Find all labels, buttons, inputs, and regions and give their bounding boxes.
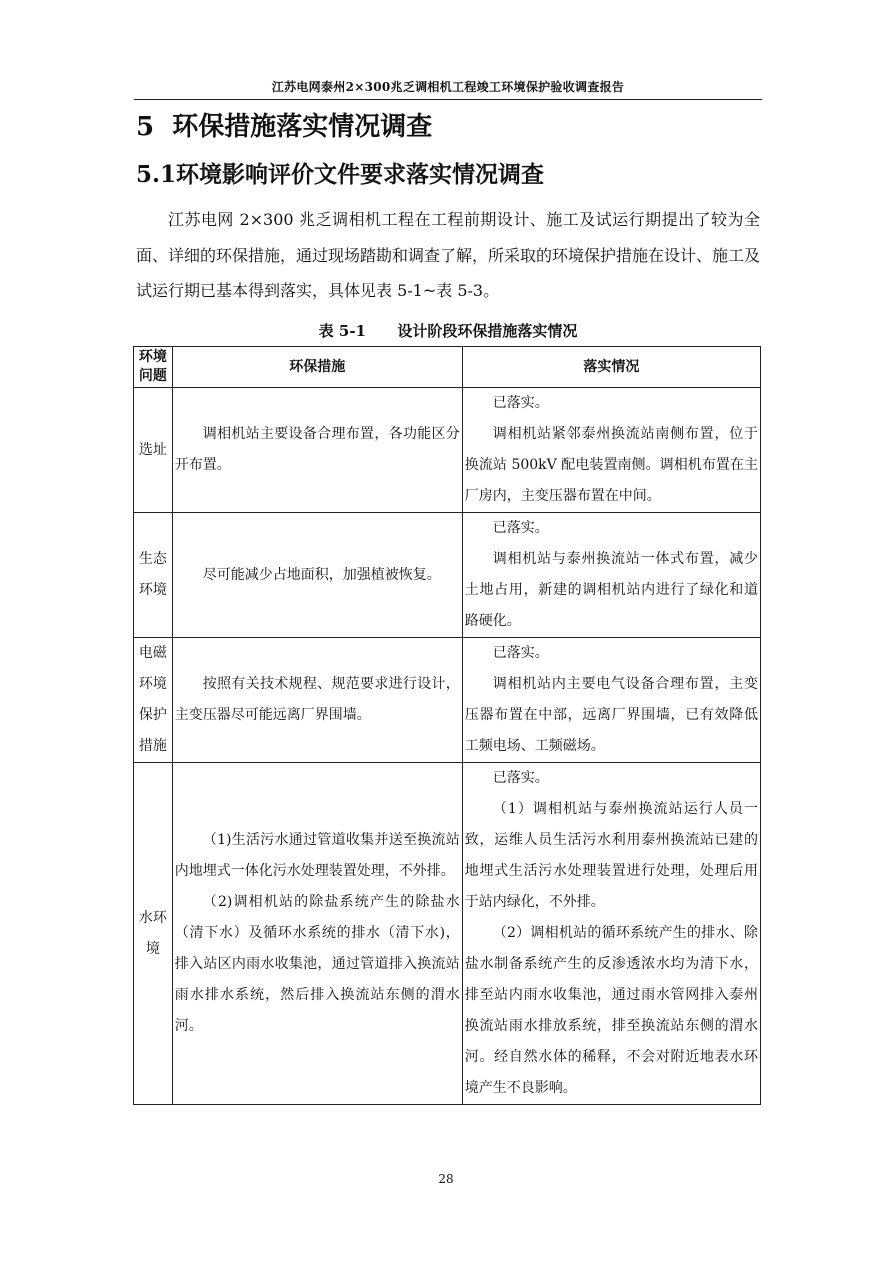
header-issue: 环境问题 [134, 347, 173, 388]
chapter-title: 5 环保措施落实情况调查 [136, 112, 433, 142]
status-text: 调相机站紧邻泰州换流站南侧布置，位于换流站 500kV 配电装置南侧。调相机布置在主厂房内，主变压器布置在中间。 [464, 426, 758, 504]
status-text: 调相机站与泰州换流站一体式布置，减少土地占用，新建的调相机站内进行了绿化和道路硬化。 [464, 551, 758, 629]
measure-text: （2)调相机站的除盐系统产生的除盐水（清下水）及循环水系统的排水（清下水)，排入站区内雨水收集池，通过管道排入换流站雨水排水系统，然后排入换流站东侧的渭水河。 [174, 894, 460, 1034]
status-text: 已落实。 [492, 520, 549, 536]
status-text: （1）调相机站与泰州换流站运行人员一致，运维人员生活污水利用泰州换流站已建的地埋式生活污水处理装置进行处理，处理后用于站内绿化，不外排。 [464, 801, 758, 910]
issue-cell: 生态环境 [134, 513, 173, 638]
status-cell [462, 388, 760, 513]
status-text: 已落实。 [492, 770, 549, 786]
status-cell [462, 763, 760, 1105]
table-header-row [134, 347, 761, 388]
status-cell [462, 638, 760, 763]
header-rule [134, 99, 762, 100]
measure-cell [172, 763, 462, 1105]
status-text: （2）调相机站的循环系统产生的排水、除盐水制备系统产生的反渗透浓水均为清下水，排至站内雨水收集池，通过雨水管网排入泰州换流站雨水排放系统，排至换流站东侧的渭水河。经自然水体的稀释，不会对附近地表水环境产生不良影响。 [464, 925, 758, 1096]
table-row [134, 638, 761, 763]
measure-text: 尽可能减少占地面积，加强植被恢复。 [202, 566, 441, 583]
header-measure: 环保措施 [172, 347, 462, 388]
section-title: 5.1环境影响评价文件要求落实情况调查 [136, 161, 545, 188]
page-number: 28 [438, 1172, 454, 1186]
status-text: 调相机站内主要电气设备合理布置，主变压器布置在中部，远离厂界围墙，已有效降低工频电场、工频磁场。 [464, 676, 758, 754]
status-text: 已落实。 [492, 395, 549, 411]
intro-paragraph: 江苏电网 2×300 兆乏调相机工程在工程前期设计、施工及试运行期提出了较为全面、详细的环保措施，通过现场踏勘和调查了解，所采取的环境保护措施在设计、施工及试运行期已基本得到落实，具体见表 5-1~表 5-3。 [136, 210, 761, 300]
issue-cell: 选址 [134, 388, 173, 513]
measure-cell [172, 513, 462, 638]
status-text: 已落实。 [492, 645, 549, 661]
measure-text: 按照有关技术规程、规范要求进行设计，主变压器尽可能远离厂界围墙。 [174, 676, 460, 723]
table-row [134, 763, 761, 1105]
measure-cell [172, 638, 462, 763]
measure-text: （1)生活污水通过管道收集并送至换流站内地埋式一体化污水处理装置处理，不外排。 [174, 832, 460, 879]
measure-cell [172, 388, 462, 513]
table-caption: 表 5-1 设计阶段环保措施落实情况 [318, 322, 578, 340]
table-row [134, 388, 761, 513]
header-status: 落实情况 [462, 347, 760, 388]
running-header: 江苏电网泰州2×300兆乏调相机工程竣工环境保护验收调查报告 [271, 80, 625, 94]
table-row [134, 513, 761, 638]
status-cell [462, 513, 760, 638]
measures-table [133, 346, 761, 1105]
measure-text: 调相机站主要设备合理布置，各功能区分开布置。 [174, 426, 460, 473]
issue-cell: 水环境 [134, 763, 173, 1105]
issue-cell: 电磁环境保护措施 [134, 638, 173, 763]
